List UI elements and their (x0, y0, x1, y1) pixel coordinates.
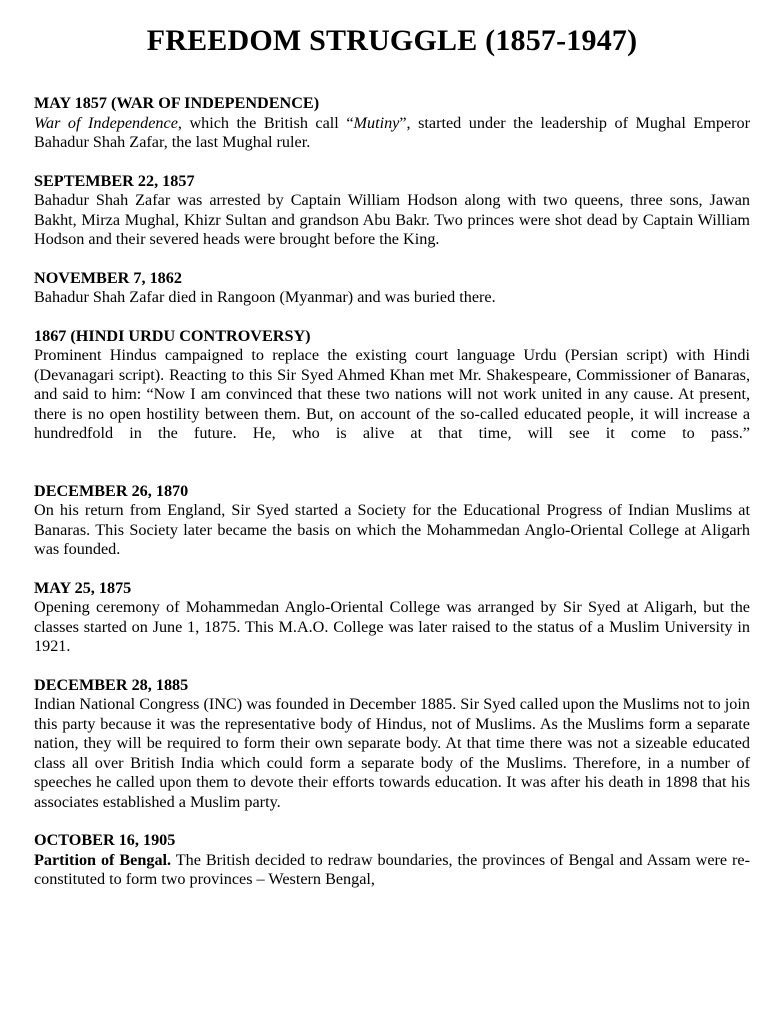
entry-text: Opening ceremony of Mohammedan Anglo-Oriental College was arranged by Sir Syed at Aligarh, but the classes started on June 1, 1875. This M.A.O. College was later raised to the status of a Muslim University in 1921. (34, 598, 750, 655)
entry-dec-1870 (34, 482, 750, 560)
text-segment: , which the British call “ (177, 113, 354, 132)
page-title: FREEDOM STRUGGLE (1857-1947) (146, 24, 638, 57)
entry-heading: DECEMBER 26, 1870 (34, 481, 189, 500)
entry-heading: DECEMBER 28, 1885 (34, 675, 189, 694)
entry-may-1875 (34, 579, 750, 657)
entry-text: On his return from England, Sir Syed started a Society for the Educational Progress of Indian Muslims at Banaras. This Society later became the basis on which the Mohammedan Anglo-Oriental College at Aligarh was founded. (34, 501, 750, 558)
document-page (34, 22, 750, 909)
entry-text: Indian National Congress (INC) was founded in December 1885. Sir Syed called upon the Muslims not to join this party because it was the representative body of Hindus, not of Muslims. As the Muslims form a separate nation, they will be required to form their own separate body. At that time there was not a sizeable educated class all over British India which could form a separate body of the Muslims. Therefore, in a number of speeches he called upon them to devote their efforts towards education. It was after his death in 1898 that his associates established a Muslim party. (34, 695, 750, 811)
bold-lead: Partition of Bengal. (34, 850, 172, 869)
entry-heading: MAY 25, 1875 (34, 578, 132, 597)
entry-heading: MAY 1857 (WAR OF INDEPENDENCE) (34, 94, 320, 112)
entry-sep-1857 (34, 172, 750, 250)
italic-term: Mutiny (353, 113, 400, 132)
italic-term: War of Independence (34, 113, 178, 132)
text-segment: ”, started under the leadership of Mughal Emperor Bahadur Shah Zafar, the last Mughal ruler. (34, 113, 751, 151)
entry-heading: 1867 (HINDI URDU CONTROVERSY) (34, 326, 311, 345)
entry-text: Prominent Hindus campaigned to replace the existing court language Urdu (Persian script) with Hindi (Devanagari script). Reacting to this Sir Syed Ahmed Khan met Mr. Shakespeare, Commissioner of Banaras, and said to him: “Now I am convinced that these two nations will not work united in any cause. At present, there is no open hostility between them. But, on account of the so-called educated people, it will increase a hundredfold in the future. He, who is alive at that time, will see it come to pass.” (34, 346, 750, 442)
entry-text (34, 114, 750, 153)
entry-dec-1885 (34, 676, 750, 813)
entry-text: Bahadur Shah Zafar was arrested by Captain William Hodson along with two queens, three sons, Jawan Bakht, Mirza Mughal, Khizr Sultan and grandson Abu Bakr. Two princes were shot dead by Captain William Hodson and their severed heads were brought before the King. (34, 191, 750, 248)
entry-text (34, 851, 750, 890)
entry-nov-1862 (34, 269, 750, 308)
entry-heading: NOVEMBER 7, 1862 (34, 268, 182, 287)
entry-heading: SEPTEMBER 22, 1857 (34, 171, 195, 190)
text-segment: The British decided to redraw boundaries, the provinces of Bengal and Assam were re-constituted to form two provinces – Western Bengal, (34, 850, 750, 888)
entry-text: Bahadur Shah Zafar died in Rangoon (Myanmar) and was buried there. (34, 288, 496, 306)
entry-may-1857 (34, 94, 750, 153)
entry-1867 (34, 327, 750, 444)
entry-heading: OCTOBER 16, 1905 (34, 831, 176, 849)
entry-oct-1905 (34, 831, 750, 890)
